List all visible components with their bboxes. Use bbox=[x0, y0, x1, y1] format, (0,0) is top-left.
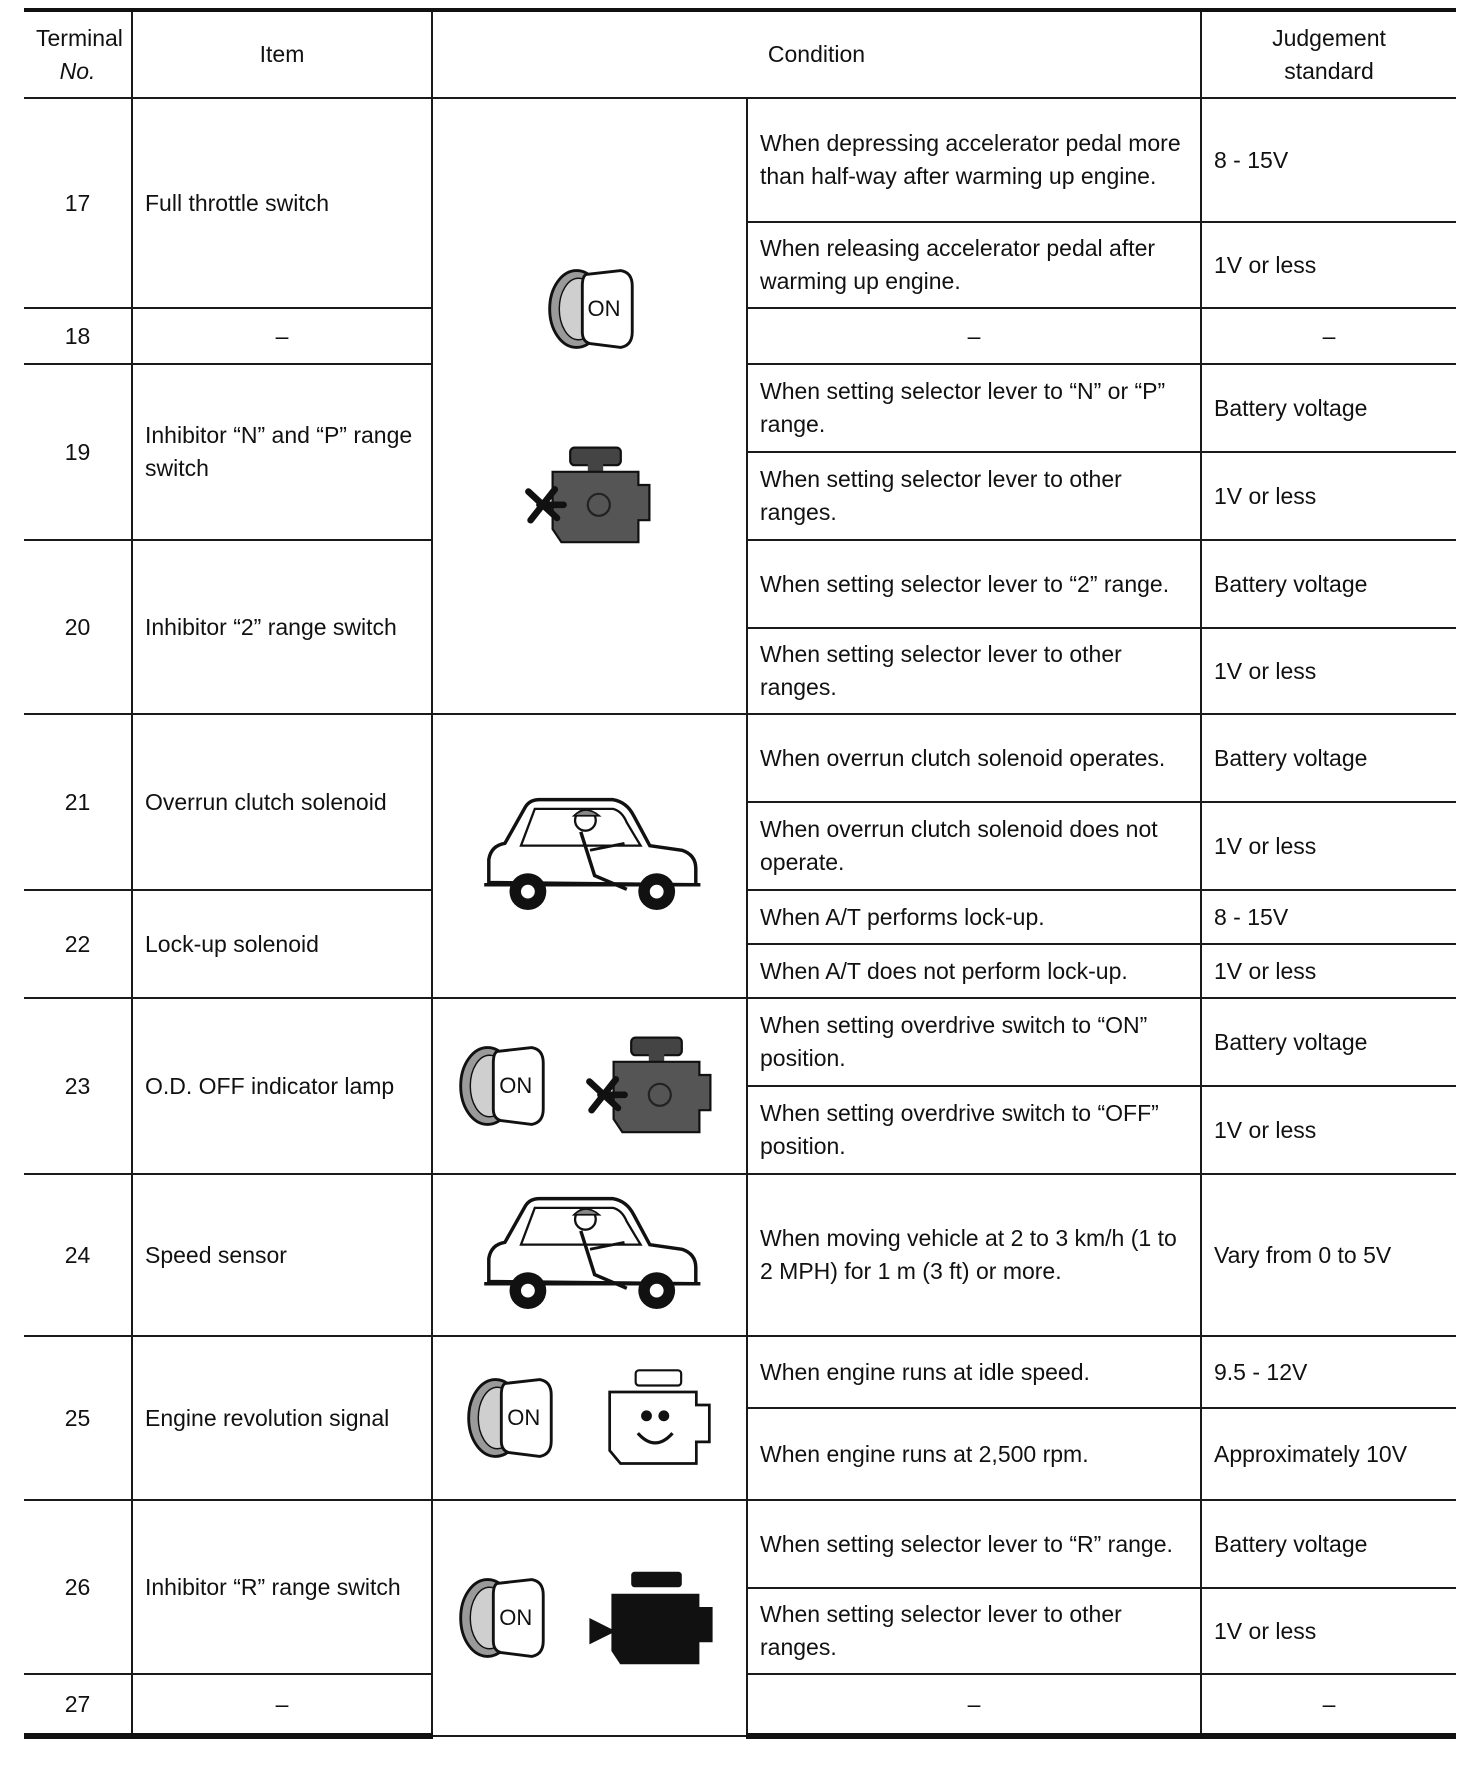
item-name: Engine revolution signal bbox=[132, 1336, 432, 1500]
terminal-number: 26 bbox=[24, 1500, 132, 1674]
judgement-value: Battery voltage bbox=[1201, 1500, 1456, 1588]
judgement-value: 9.5 - 12V bbox=[1201, 1336, 1456, 1408]
ignition-key-on-icon bbox=[542, 261, 638, 357]
header-terminal-line1: Terminal bbox=[36, 24, 123, 51]
condition-text: When A/T does not perform lock-up. bbox=[747, 944, 1201, 998]
terminal-inspection-table bbox=[24, 8, 1456, 1739]
judgement-value: Battery voltage bbox=[1201, 714, 1456, 802]
judgement-value: Battery voltage bbox=[1201, 364, 1456, 452]
item-name: Inhibitor “R” range switch bbox=[132, 1500, 432, 1674]
header-judgement-line2: standard bbox=[1284, 57, 1374, 84]
condition-text: When overrun clutch solenoid operates. bbox=[747, 714, 1201, 802]
item-name: O.D. OFF indicator lamp bbox=[132, 998, 432, 1174]
table-row bbox=[24, 998, 1456, 1086]
condition-text: When overrun clutch solenoid does not operate. bbox=[747, 802, 1201, 890]
key-on-label: ON bbox=[499, 1073, 533, 1098]
judgement-value: – bbox=[1201, 308, 1456, 364]
terminal-number: 23 bbox=[24, 998, 132, 1174]
ignition-key-on-icon bbox=[453, 1570, 549, 1666]
judgement-value: 1V or less bbox=[1201, 222, 1456, 308]
table-row bbox=[24, 1500, 1456, 1588]
item-name: Overrun clutch solenoid bbox=[132, 714, 432, 890]
header-judgement-standard bbox=[1201, 10, 1456, 98]
header-item: Item bbox=[132, 10, 432, 98]
judgement-value: 1V or less bbox=[1201, 452, 1456, 540]
key-on-label: ON bbox=[499, 1605, 533, 1630]
condition-text: When setting selector lever to “N” or “P” range. bbox=[747, 364, 1201, 452]
terminal-number: 18 bbox=[24, 308, 132, 364]
car-with-driver-icon bbox=[475, 1190, 705, 1320]
condition-text: When engine runs at 2,500 rpm. bbox=[747, 1408, 1201, 1500]
engine-icon bbox=[515, 441, 665, 551]
table-row bbox=[24, 1174, 1456, 1336]
terminal-number: 20 bbox=[24, 540, 132, 714]
condition-text: When setting selector lever to “2” range. bbox=[747, 540, 1201, 628]
judgement-value: – bbox=[1201, 1674, 1456, 1736]
condition-text: When A/T performs lock-up. bbox=[747, 890, 1201, 944]
terminal-number: 22 bbox=[24, 890, 132, 998]
table-row bbox=[24, 714, 1456, 802]
item-name: Inhibitor “N” and “P” range switch bbox=[132, 364, 432, 540]
judgement-value: 1V or less bbox=[1201, 802, 1456, 890]
item-name: Inhibitor “2” range switch bbox=[132, 540, 432, 714]
item-name: Lock-up solenoid bbox=[132, 890, 432, 998]
condition-text: When setting selector lever to “R” range. bbox=[747, 1500, 1201, 1588]
condition-text: When setting selector lever to other ranges. bbox=[747, 628, 1201, 714]
judgement-value: 1V or less bbox=[1201, 1086, 1456, 1174]
header-terminal-no bbox=[24, 10, 132, 98]
key-on-label: ON bbox=[507, 1405, 541, 1430]
condition-text: When setting selector lever to other ranges. bbox=[747, 452, 1201, 540]
condition-text: – bbox=[747, 308, 1201, 364]
terminal-number: 19 bbox=[24, 364, 132, 540]
judgement-value: Battery voltage bbox=[1201, 540, 1456, 628]
condition-text: When setting selector lever to other ranges. bbox=[747, 1588, 1201, 1674]
key-on-label: ON bbox=[587, 296, 621, 321]
illustration-key-engine bbox=[432, 1336, 747, 1500]
condition-text: When engine runs at idle speed. bbox=[747, 1336, 1201, 1408]
judgement-value: 8 - 15V bbox=[1201, 890, 1456, 944]
ignition-key-on-icon bbox=[453, 1038, 549, 1134]
judgement-value: Vary from 0 to 5V bbox=[1201, 1174, 1456, 1336]
item-name: – bbox=[132, 308, 432, 364]
condition-text: When depressing accelerator pedal more than half-way after warming up engine. bbox=[747, 98, 1201, 222]
judgement-value: 1V or less bbox=[1201, 944, 1456, 998]
terminal-number: 17 bbox=[24, 98, 132, 308]
judgement-value: Approximately 10V bbox=[1201, 1408, 1456, 1500]
header-condition: Condition bbox=[432, 10, 1201, 98]
item-name: Speed sensor bbox=[132, 1174, 432, 1336]
judgement-value: Battery voltage bbox=[1201, 998, 1456, 1086]
judgement-value: 1V or less bbox=[1201, 628, 1456, 714]
condition-text: When setting overdrive switch to “OFF” position. bbox=[747, 1086, 1201, 1174]
illustration-key-engine bbox=[432, 1500, 747, 1736]
header-judgement-line1: Judgement bbox=[1272, 24, 1386, 51]
terminal-number: 25 bbox=[24, 1336, 132, 1500]
table-row bbox=[24, 1336, 1456, 1408]
terminal-number: 24 bbox=[24, 1174, 132, 1336]
header-terminal-line2: No. bbox=[59, 57, 96, 84]
engine-face-icon bbox=[588, 1363, 718, 1473]
item-name: Full throttle switch bbox=[132, 98, 432, 308]
car-with-driver-icon bbox=[475, 791, 705, 921]
engine-icon bbox=[576, 1563, 726, 1673]
condition-text: When setting overdrive switch to “ON” position. bbox=[747, 998, 1201, 1086]
illustration-key-engine bbox=[432, 98, 747, 714]
item-name: – bbox=[132, 1674, 432, 1736]
judgement-value: 1V or less bbox=[1201, 1588, 1456, 1674]
header-row bbox=[24, 10, 1456, 98]
condition-text: – bbox=[747, 1674, 1201, 1736]
illustration-car-driver bbox=[432, 1174, 747, 1336]
terminal-number: 27 bbox=[24, 1674, 132, 1736]
judgement-value: 8 - 15V bbox=[1201, 98, 1456, 222]
condition-text: When releasing accelerator pedal after warming up engine. bbox=[747, 222, 1201, 308]
engine-icon bbox=[576, 1031, 726, 1141]
condition-text: When moving vehicle at 2 to 3 km/h (1 to 2 MPH) for 1 m (3 ft) or more. bbox=[747, 1174, 1201, 1336]
illustration-key-engine bbox=[432, 998, 747, 1174]
ignition-key-on-icon bbox=[461, 1370, 557, 1466]
illustration-car-driver bbox=[432, 714, 747, 998]
terminal-number: 21 bbox=[24, 714, 132, 890]
table-row bbox=[24, 98, 1456, 222]
